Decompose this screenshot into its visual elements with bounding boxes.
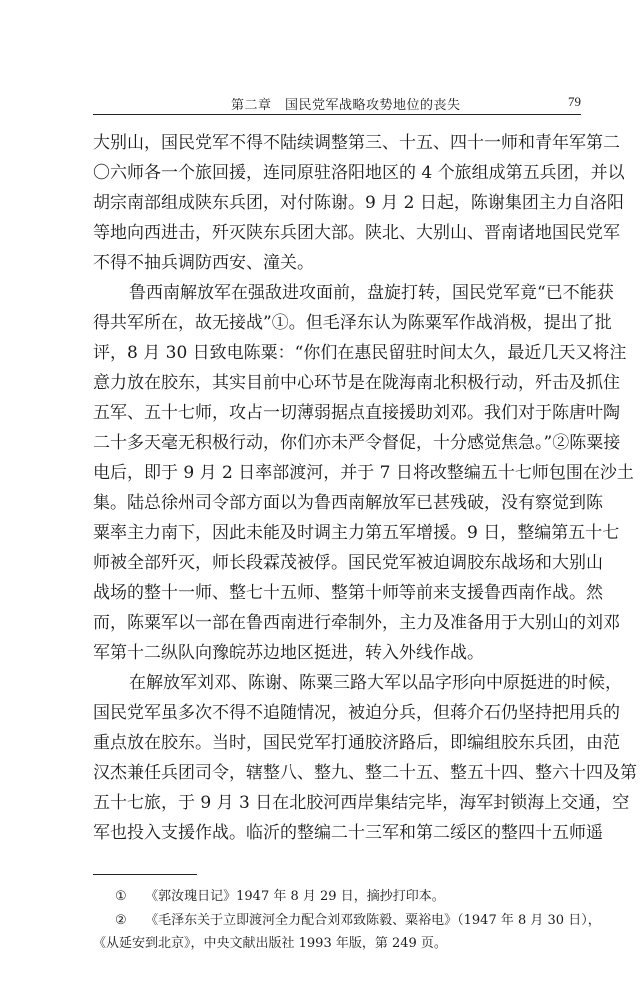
text-line: 鲁西南解放军在强敌进攻面前，盘旋打转，国民党军竟“已不能获 (129, 283, 614, 303)
text-line: 国民党军虽多次不得不追随情况，被迫分兵，但蒋介石仍坚持把用兵的 (93, 703, 620, 723)
text-line: 评，8 月 30 日致电陈粟：“你们在惠民留驻时间太久，最近几天又将注 (93, 343, 627, 363)
footnote-text: 《郭汝瑰日记》1947 年 8 月 29 日，摘抄打印本。 (145, 889, 445, 904)
text-line: 在解放军刘邓、陈谢、陈粟三路大军以品字形向中原挺进的时候， (129, 673, 622, 693)
text-line: 胡宗南部组成陕东兵团，对付陈谢。9 月 2 日起，陈谢集团主力自洛阳 (93, 193, 624, 213)
footnote-continuation (93, 933, 581, 955)
text-line: 汉杰兼任兵团司令，辖整八、整九、整二十五、整五十四、整六十四及第 (93, 763, 637, 783)
footnote-mark: ② (115, 913, 127, 928)
footnote (93, 886, 581, 908)
footnote (93, 910, 601, 932)
footnote-text: 《毛泽东关于立即渡河全力配合刘邓致陈毅、粟裕电》（1947 年 8 月 30 日）， (145, 913, 601, 928)
text-line: 师被全部歼灭，师长段霖茂被俘。国民党军被迫调胶东战场和大别山 (93, 553, 603, 573)
text-line: 粟率主力南下，因此未能及时调主力第五军增援。9 日，整编第五十七 (93, 523, 620, 543)
text-line: 电后，即于 9 月 2 日率部渡河，并于 7 日将改整编五十七师包围在沙土 (93, 463, 634, 483)
text-line: 战场的整十一师、整七十五师、整第十师等前来支援鲁西南作战。然 (93, 583, 603, 603)
page-number: 79 (568, 94, 581, 109)
text-line: 不得不抽兵调防西安、潼关。 (93, 253, 314, 273)
footnote-rule (93, 874, 197, 875)
text-line: 大别山，国民党军不得不陆续调整第三、十五、四十一师和青年军第二 (93, 133, 620, 153)
text-line: 五军、五十七师，攻占一切薄弱据点直接援助刘邓。我们对于陈唐叶陶 (93, 403, 620, 423)
text-line: 军第十二纵队向豫皖苏边地区挺进，转入外线作战。 (93, 643, 484, 663)
footnote-mark: ① (115, 889, 127, 904)
text-line: 而，陈粟军以一部在鲁西南进行牵制外，主力及准备用于大别山的刘邓 (93, 613, 620, 633)
text-line: 集。陆总徐州司令部方面以为鲁西南解放军已甚残破，没有察觉到陈 (93, 493, 603, 513)
text-line: 军也投入支援作战。临沂的整编二十三军和第二绥区的整四十五师遥 (93, 823, 603, 843)
text-line: 得共军所在，故无接战”①。但毛泽东认为陈粟军作战消极，提出了批 (93, 313, 612, 333)
text-line: 意力放在胶东，其实目前中心环节是在陇海南北积极行动，歼击及抓住 (93, 373, 620, 393)
text-line: 等地向西进击，歼灭陕东兵团大部。陕北、大别山、晋南诸地国民党军 (93, 223, 620, 243)
chapter-title: 第二章 国民党军战略攻势地位的丧失 (231, 98, 461, 113)
text-line: 二十多天毫无积极行动，你们亦未严令督促，十分感觉焦急。”②陈粟接 (93, 433, 621, 453)
text-line: 重点放在胶东。当时，国民党军打通胶济路后，即编组胶东兵团，由范 (93, 733, 620, 753)
footnote-text: 《从延安到北京》，中央文献出版社 1993 年版，第 249 页。 (93, 936, 447, 951)
text-line: 五十七旅，于 9 月 3 日在北胶河西岸集结完毕，海军封锁海上交通，空 (93, 793, 630, 813)
running-header (93, 88, 581, 115)
body-text (93, 128, 637, 848)
text-line: 〇六师各一个旅回援，连同原驻洛阳地区的 4 个旅组成第五兵团，并以 (93, 163, 625, 183)
